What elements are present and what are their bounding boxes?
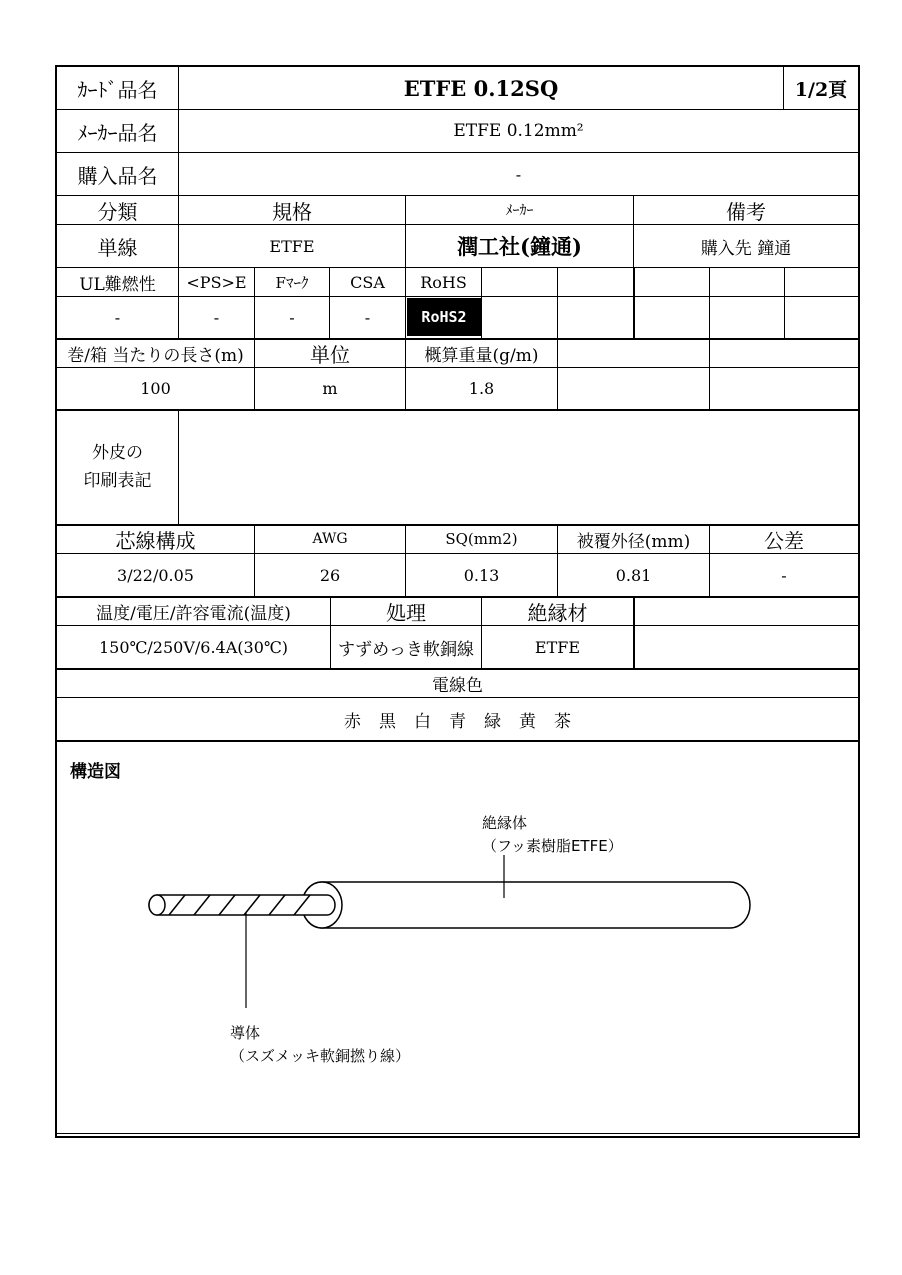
maker-name-value: ETFE 0.12mm² xyxy=(453,121,584,141)
insulation-header: 絶縁材 xyxy=(527,600,588,625)
awg-header: AWG xyxy=(312,531,348,547)
f-mark-header: Fﾏｰｸ xyxy=(275,273,309,292)
spec-sheet xyxy=(55,65,860,1138)
awg-value: 26 xyxy=(319,565,341,585)
wire-color-red: 赤 xyxy=(344,711,361,732)
rohs2-badge: RoHS2 xyxy=(407,298,481,336)
col-divider xyxy=(557,338,558,409)
print-label-line2: 印刷表記 xyxy=(83,471,152,491)
remarks-header: 備考 xyxy=(726,199,766,224)
wire-structure-diagram xyxy=(57,740,858,1133)
unit-header: 単位 xyxy=(310,342,350,367)
outer-diameter-header: 被覆外径(mm) xyxy=(576,531,691,552)
unit-value: m xyxy=(322,379,338,398)
csa-header: CSA xyxy=(350,272,385,292)
maker-name-label: ﾒｰｶｰ品名 xyxy=(77,120,158,145)
rating-header: 温度/電圧/許容電流(温度) xyxy=(96,603,291,624)
col-divider xyxy=(633,596,635,668)
maker-header: ﾒｰｶｰ xyxy=(505,203,534,219)
wire-color-white: 白 xyxy=(414,711,431,732)
maker-value: 潤工社(鐘通) xyxy=(457,234,582,259)
insulator-label: 絶縁体 xyxy=(482,814,528,832)
tolerance-value: - xyxy=(781,565,787,585)
classification-header: 分類 xyxy=(97,199,138,224)
page-label: 1/2頁 xyxy=(794,78,848,101)
row-divider xyxy=(57,1133,858,1134)
insulation-value: ETFE xyxy=(534,637,581,657)
col-divider xyxy=(709,338,710,409)
tolerance-header: 公差 xyxy=(764,528,804,553)
ul-value: - xyxy=(114,308,121,327)
wire-color-header: 電線色 xyxy=(432,675,483,696)
wire-color-blue: 青 xyxy=(449,711,466,732)
col-divider xyxy=(709,267,710,338)
col-divider xyxy=(557,267,558,338)
length-value: 100 xyxy=(140,379,171,398)
col-divider xyxy=(481,267,482,338)
wire-color-yellow: 黄 xyxy=(519,711,536,732)
wire-color-list xyxy=(57,698,858,740)
insulator-jacket xyxy=(302,882,750,928)
wire-color-black: 黒 xyxy=(379,711,396,732)
f-mark-value: - xyxy=(289,308,295,327)
weight-header: 概算重量(g/m) xyxy=(424,345,539,366)
print-label-line1: 外皮の xyxy=(92,443,143,463)
col-divider xyxy=(633,267,635,338)
ul-header: UL難燃性 xyxy=(79,274,156,295)
conductor-label: 導体 xyxy=(230,1024,261,1042)
col-divider xyxy=(784,267,785,338)
length-header: 巻/箱 当たりの長さ(m) xyxy=(67,345,244,366)
treatment-header: 処理 xyxy=(386,600,426,625)
pse-header: <PS>E xyxy=(186,272,247,292)
treatment-value: すずめっき軟銅線 xyxy=(338,639,474,660)
insulator-sub-label: （フッ素樹脂ETFE） xyxy=(482,837,623,855)
pse-value: - xyxy=(213,308,220,327)
print-label xyxy=(57,410,178,524)
sq-header: SQ(mm2) xyxy=(445,530,518,548)
strand-value: 3/22/0.05 xyxy=(117,565,194,585)
print-value xyxy=(179,410,858,524)
outer-diameter-value: 0.81 xyxy=(615,565,652,585)
strand-header: 芯線構成 xyxy=(115,528,196,553)
classification-value: 単線 xyxy=(97,235,138,260)
wire-color-green: 緑 xyxy=(484,711,501,732)
purchase-name-label: 購入品名 xyxy=(77,163,158,188)
weight-value: 1.8 xyxy=(468,379,495,398)
wire-color-brown: 茶 xyxy=(554,711,571,732)
conductor-sub-label: （スズメッキ軟銅撚り線） xyxy=(230,1047,411,1065)
sq-value: 0.13 xyxy=(463,565,500,585)
remarks-value: 購入先 鐘通 xyxy=(700,238,792,259)
rohs-header: RoHS xyxy=(420,272,467,292)
diagram-title: 構造図 xyxy=(70,762,121,782)
standard-header: 規格 xyxy=(272,199,312,224)
standard-value: ETFE xyxy=(269,236,315,256)
purchase-name-value: - xyxy=(515,164,522,184)
conductor-end xyxy=(149,895,165,915)
card-name-value: ETFE 0.12SQ xyxy=(403,75,559,101)
csa-value: - xyxy=(364,308,371,327)
rating-value: 150℃/250V/6.4A(30℃) xyxy=(98,637,289,657)
card-name-label: ｶｰﾄﾞ品名 xyxy=(77,77,158,102)
